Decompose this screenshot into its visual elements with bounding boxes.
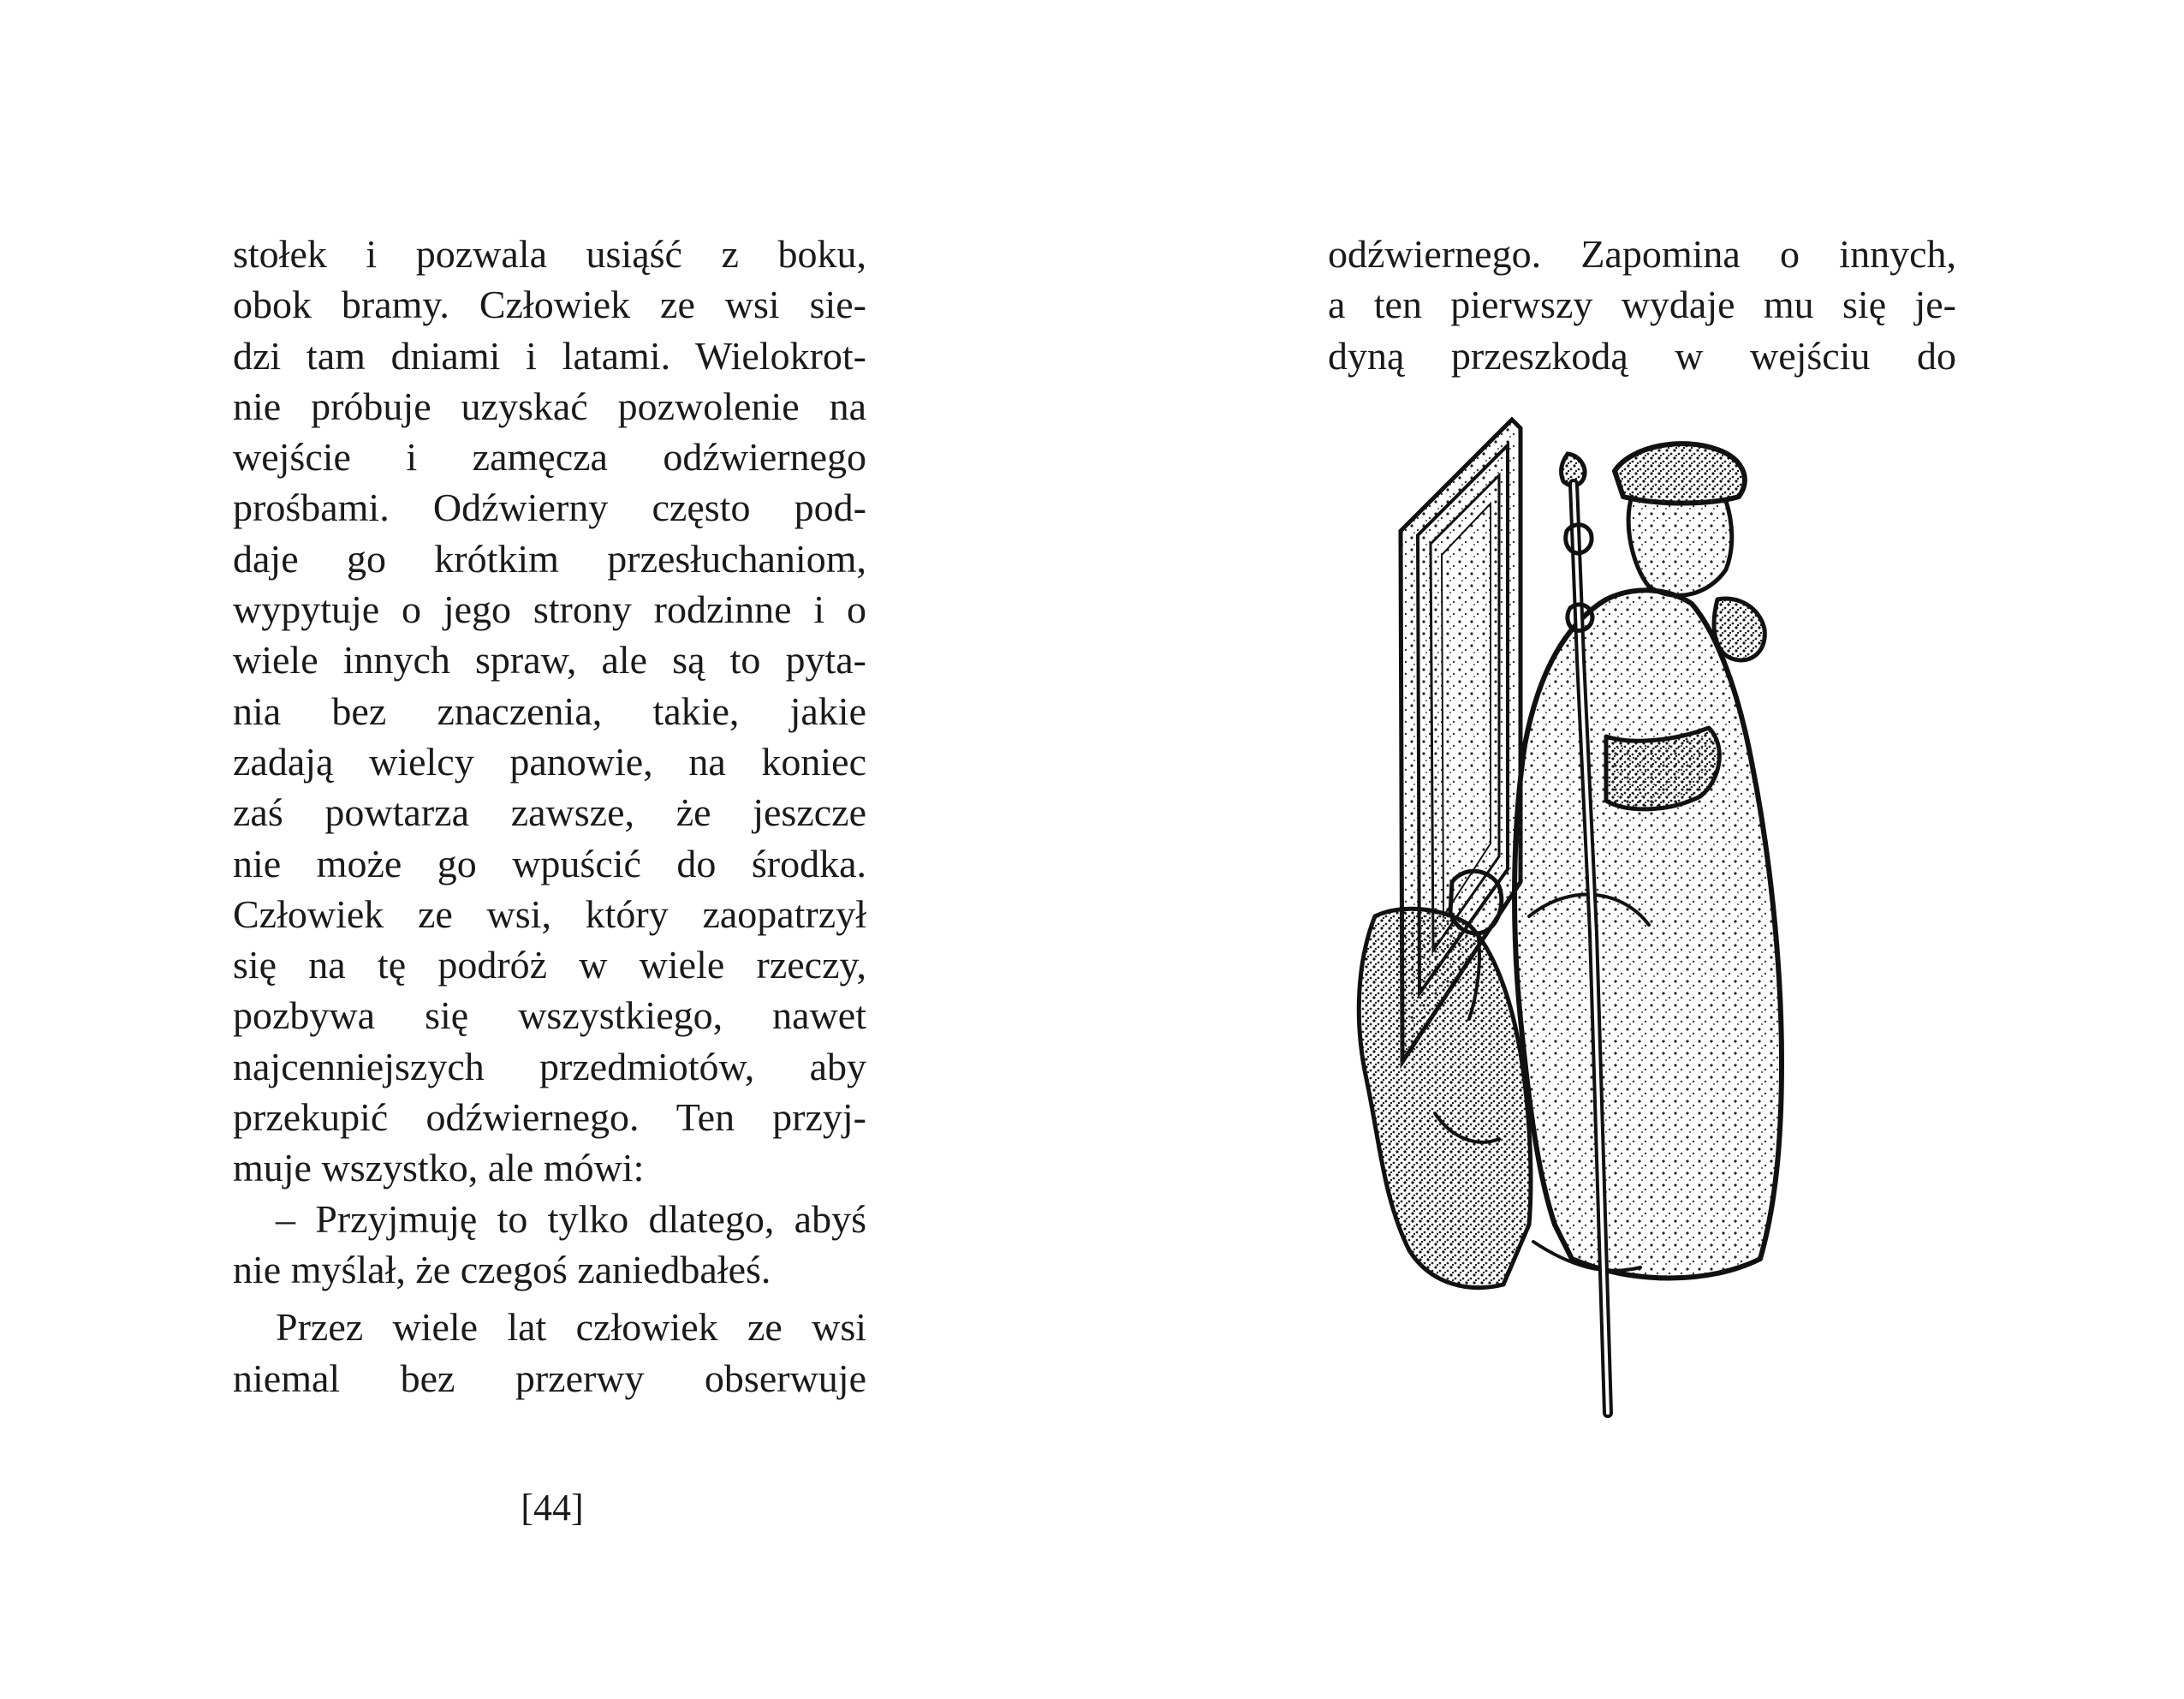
text-line: niemal bez przerwy obserwuje — [233, 1356, 866, 1400]
paragraph-start-line: Przez wiele lat człowiek ze wsi — [276, 1305, 866, 1350]
text-line: nie próbuje uzyskać pozwolenie na — [233, 384, 866, 428]
text-line: nie może go wpuścić do środka. — [233, 841, 866, 885]
text-line: nia bez znaczenia, takie, jakie — [233, 689, 866, 733]
text-line: nie myślał, że czegoś zaniedbałeś. — [233, 1247, 771, 1291]
doorkeeper-figure — [1515, 444, 1782, 1278]
country-man-figure — [1359, 871, 1531, 1287]
text-line: a ten pierwszy wydaje mu się je- — [1328, 283, 1956, 327]
left-page-text — [233, 229, 866, 1404]
text-line: wejście i zamęcza odźwiernego — [233, 435, 866, 480]
text-line: wiele innych spraw, ale są to pyta- — [233, 638, 866, 683]
text-line: dzi tam dniami i latami. Wielokrot- — [233, 333, 866, 378]
text-line: najcenniejszych przedmiotów, aby — [233, 1044, 866, 1088]
text-line: zaś powtarza zawsze, że jeszcze — [233, 790, 866, 835]
page-number: [44] — [521, 1487, 584, 1529]
text-line: dyną przeszkodą w wejściu do — [1328, 333, 1956, 378]
text-line: prośbami. Odźwierny często pod- — [233, 486, 866, 530]
text-line: Człowiek ze wsi, który zaopatrzył — [233, 891, 866, 936]
dialogue-line: – Przyjmuję to tylko dlatego, abyś — [276, 1196, 866, 1241]
text-line: przekupić odźwiernego. Ten przyj- — [233, 1095, 866, 1140]
right-page-text — [1328, 229, 1956, 381]
text-line: pozbywa się wszystkiego, nawet — [233, 993, 866, 1038]
right-page — [1092, 0, 2184, 1699]
text-line: daje go krótkim przesłuchaniom, — [233, 536, 866, 581]
text-line: wypytuje o jego strony rodzinne i o — [233, 587, 866, 632]
text-line: się na tę podróż w wiele rzeczy, — [233, 943, 866, 987]
text-line: odźwiernego. Zapomina o innych, — [1328, 232, 1956, 276]
text-line: stołek i pozwala usiąść z boku, — [233, 232, 866, 276]
text-line: muje wszystko, ale mówi: — [233, 1146, 645, 1190]
text-line: obok bramy. Człowiek ze wsi sie- — [233, 283, 866, 327]
doorkeeper-illustration — [1349, 402, 1897, 1422]
text-line: zadają wielcy panowie, na koniec — [233, 739, 866, 784]
